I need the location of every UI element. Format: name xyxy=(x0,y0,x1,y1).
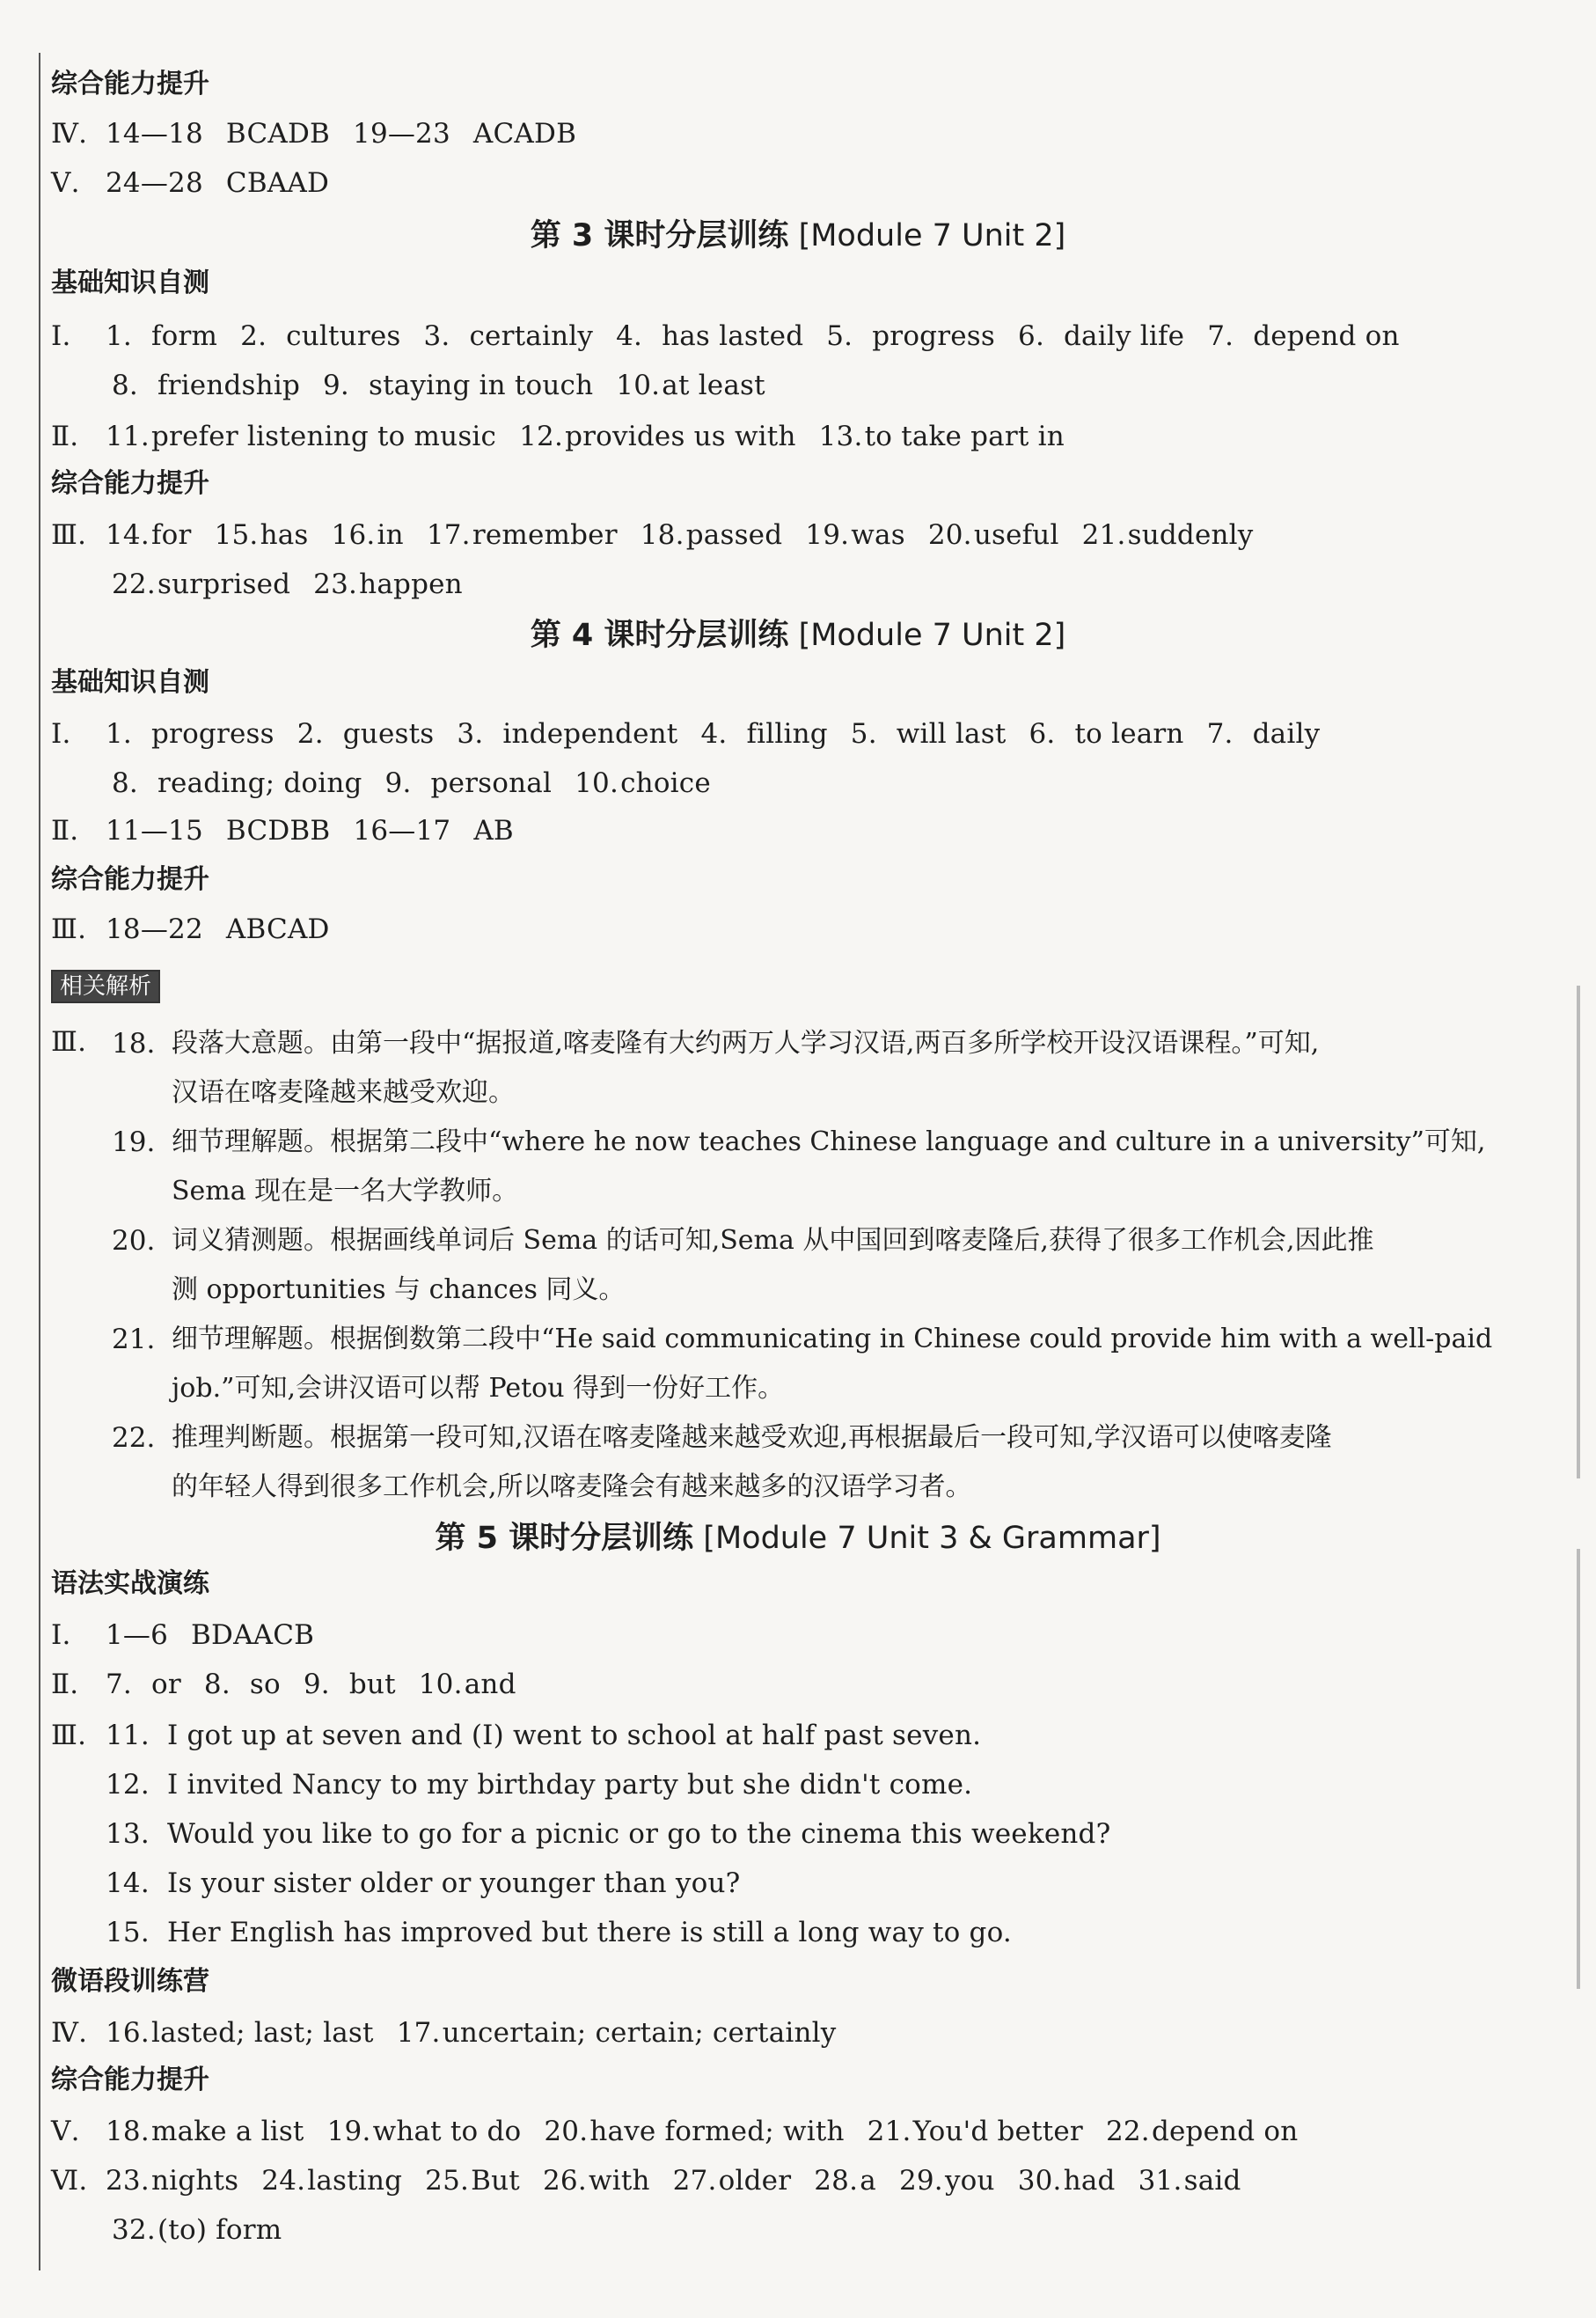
analysis-text: 的年轻人得到很多工作机会,所以喀麦隆会有越来越多的汉语学习者。 xyxy=(172,1471,972,1502)
item-number: 22. xyxy=(112,1422,156,1454)
roman-numeral: Ⅰ. xyxy=(51,1619,71,1651)
analysis-item xyxy=(112,1413,1543,1502)
roman-numeral: Ⅱ. xyxy=(51,815,79,847)
item-answer: for xyxy=(151,519,192,551)
item-answer: But xyxy=(471,2165,520,2197)
item-answer: have formed; with xyxy=(589,2116,845,2147)
item-answer: prefer listening to music xyxy=(151,421,497,452)
item-answer: lasting xyxy=(307,2165,403,2197)
item-number: 2. xyxy=(297,718,324,750)
item-answer: independent xyxy=(502,718,678,750)
range: 14—18 xyxy=(106,118,203,150)
item-answer: surprised xyxy=(157,568,291,600)
answers: BCADB xyxy=(225,118,331,150)
item-answer: lasted; last; last xyxy=(151,2017,374,2049)
answers: ABCAD xyxy=(225,913,330,945)
title-cn: 第 5 课时分层训练 xyxy=(435,1521,694,1556)
item-number: 21. xyxy=(867,2116,911,2147)
item-number: 25. xyxy=(425,2165,470,2197)
item-answer: staying in touch xyxy=(369,370,594,401)
item-answer: daily life xyxy=(1064,320,1185,352)
heading-micro: 微语段训练营 xyxy=(51,1966,209,1997)
answer-line-v xyxy=(51,2109,1543,2154)
item-answer: said xyxy=(1183,2165,1241,2197)
item-number: 19. xyxy=(112,1126,156,1158)
item-number: 5. xyxy=(850,718,877,750)
analysis-text: 词义猜测题。根据画线单词后 Sema 的话可知,Sema 从中国回到喀麦隆后,获得了很多工作机会,因此推 xyxy=(172,1225,1374,1256)
roman-numeral: Ⅲ. xyxy=(51,519,87,551)
item-answer: what to do xyxy=(372,2116,522,2147)
item-number: 24. xyxy=(261,2165,306,2197)
title-en: [Module 7 Unit 2] xyxy=(798,618,1066,653)
title-cn: 第 4 课时分层训练 xyxy=(530,618,789,653)
title-en: [Module 7 Unit 3 & Grammar] xyxy=(703,1521,1161,1556)
roman-numeral: Ⅵ. xyxy=(51,2165,88,2197)
item-answer: guests xyxy=(342,718,435,750)
item-answer: daily xyxy=(1252,718,1321,750)
item-answer: progress xyxy=(151,718,275,750)
sentence-item xyxy=(106,1860,1543,1906)
item-number: 9. xyxy=(303,1669,330,1700)
item-number: 22. xyxy=(112,568,156,600)
item-number: 4. xyxy=(616,320,643,352)
sentence-text: Her English has improved but there is still a long way to go. xyxy=(167,1917,1012,1948)
item-number: 20. xyxy=(544,2116,589,2147)
item-answer: will last xyxy=(896,718,1007,750)
title-en: [Module 7 Unit 2] xyxy=(798,218,1066,253)
heading-basic: 基础知识自测 xyxy=(51,268,209,298)
roman-numeral: Ⅱ. xyxy=(51,1669,79,1700)
item-answer: form xyxy=(151,320,218,352)
answer-line-iv xyxy=(51,111,1543,157)
item-answer: older xyxy=(718,2165,792,2197)
sentence-item xyxy=(106,1713,1543,1758)
item-number: 26. xyxy=(542,2165,587,2197)
item-number: 13. xyxy=(106,1818,150,1850)
item-number: 7. xyxy=(1206,718,1234,750)
range: 18—22 xyxy=(106,913,203,945)
analysis-text: 细节理解题。根据第二段中“where he now teaches Chinese language and culture in a university”可知, xyxy=(172,1126,1486,1157)
item-number: 1. xyxy=(106,320,132,352)
item-number: 8. xyxy=(203,1669,231,1700)
item-number: 14. xyxy=(106,519,150,551)
heading-comprehensive: 综合能力提升 xyxy=(51,69,209,99)
page-edge-shadow xyxy=(1577,1549,1580,1989)
item-answer: make a list xyxy=(151,2116,304,2147)
analysis-item xyxy=(112,1216,1543,1305)
item-number: 4. xyxy=(700,718,728,750)
answer-line-i xyxy=(51,313,1543,359)
item-number: 16. xyxy=(106,2017,150,2049)
sentence-item xyxy=(106,1811,1543,1857)
item-answer: has lasted xyxy=(662,320,804,352)
item-number: 3. xyxy=(457,718,484,750)
item-answer: personal xyxy=(430,767,553,799)
item-answer: You'd better xyxy=(912,2116,1083,2147)
item-number: 17. xyxy=(396,2017,441,2049)
item-answer: (to) form xyxy=(157,2214,282,2246)
section-title-3 xyxy=(0,211,1596,260)
item-answer: depend on xyxy=(1253,320,1400,352)
item-number: 3. xyxy=(423,320,450,352)
item-number: 11. xyxy=(106,421,150,452)
item-answer: happen xyxy=(359,568,463,600)
roman-numeral: Ⅳ. xyxy=(51,118,88,150)
answers: ACADB xyxy=(472,118,577,150)
answers: BDAACB xyxy=(191,1619,315,1651)
item-number: 7. xyxy=(106,1669,132,1700)
item-number: 1. xyxy=(106,718,132,750)
item-answer: but xyxy=(348,1669,396,1700)
range: 16—17 xyxy=(353,815,451,847)
item-answer: uncertain; certain; certainly xyxy=(442,2017,837,2049)
roman-numeral: Ⅱ. xyxy=(51,421,79,452)
sentence-item xyxy=(106,1910,1543,1955)
item-number: 19. xyxy=(805,519,850,551)
answer-line-i xyxy=(51,1612,1543,1658)
item-number: 10. xyxy=(575,767,619,799)
answers: AB xyxy=(473,815,514,847)
item-answer: had xyxy=(1063,2165,1116,2197)
answer-line-ii xyxy=(51,414,1543,459)
answers: BCDBB xyxy=(225,815,331,847)
item-number: 19. xyxy=(326,2116,371,2147)
item-answer: cultures xyxy=(286,320,401,352)
item-answer: so xyxy=(249,1669,281,1700)
item-number: 12. xyxy=(519,421,564,452)
item-answer: to learn xyxy=(1074,718,1184,750)
heading-basic: 基础知识自测 xyxy=(51,667,209,698)
item-answer: or xyxy=(151,1669,181,1700)
heading-comprehensive: 综合能力提升 xyxy=(51,864,209,895)
sentence-text: I got up at seven and (I) went to school at half past seven. xyxy=(167,1720,982,1751)
answer-line-i xyxy=(51,711,1543,757)
item-number: 5. xyxy=(826,320,853,352)
item-number: 18. xyxy=(640,519,685,551)
item-number: 9. xyxy=(323,370,349,401)
item-number: 8. xyxy=(112,767,138,799)
item-answer: remember xyxy=(472,519,618,551)
item-number: 6. xyxy=(1029,718,1056,750)
item-answer: friendship xyxy=(157,370,300,401)
heading-comprehensive: 综合能力提升 xyxy=(51,468,209,499)
item-number: 8. xyxy=(112,370,138,401)
answer-line-vi-cont xyxy=(112,2207,1543,2253)
answer-line-iii-cont xyxy=(112,561,1543,607)
item-answer: you xyxy=(944,2165,995,2197)
answer-line-i-cont xyxy=(112,760,1543,806)
item-number: 29. xyxy=(898,2165,943,2197)
item-answer: in xyxy=(377,519,404,551)
analysis-tag: 相关解析 xyxy=(51,970,160,1003)
item-answer: provides us with xyxy=(565,421,796,452)
item-number: 22. xyxy=(1105,2116,1150,2147)
analysis-text: 汉语在喀麦隆越来越受欢迎。 xyxy=(172,1077,515,1108)
item-answer: nights xyxy=(151,2165,239,2197)
roman-numeral: Ⅲ. xyxy=(51,913,87,945)
answer-line-v xyxy=(51,160,1543,206)
item-number: 15. xyxy=(106,1917,150,1948)
answer-line-ii xyxy=(51,808,1543,854)
item-number: 23. xyxy=(106,2165,150,2197)
item-number: 31. xyxy=(1138,2165,1182,2197)
item-number: 27. xyxy=(672,2165,717,2197)
item-number: 18. xyxy=(106,2116,150,2147)
answer-line-iii xyxy=(51,906,1543,952)
item-number: 23. xyxy=(313,568,358,600)
roman-numeral: Ⅲ. xyxy=(51,1720,87,1751)
item-number: 11. xyxy=(106,1720,150,1751)
sentence-text: Would you like to go for a picnic or go to the cinema this weekend? xyxy=(167,1818,1111,1850)
analysis-text: 推理判断题。根据第一段可知,汉语在喀麦隆越来越受欢迎,再根据最后一段可知,学汉语可以使喀麦隆 xyxy=(172,1422,1332,1453)
item-answer: choice xyxy=(620,767,711,799)
roman-numeral: Ⅴ. xyxy=(51,167,80,199)
item-answer: was xyxy=(851,519,905,551)
roman-numeral: Ⅰ. xyxy=(51,320,71,352)
answer-line-vi xyxy=(51,2158,1543,2204)
item-answer: depend on xyxy=(1151,2116,1299,2147)
item-number: 9. xyxy=(384,767,412,799)
answer-line-iv xyxy=(51,2010,1543,2056)
roman-numeral: Ⅴ. xyxy=(51,2116,80,2147)
analysis-item xyxy=(112,1315,1543,1404)
item-answer: progress xyxy=(872,320,996,352)
roman-numeral: Ⅰ. xyxy=(51,718,71,750)
item-answer: passed xyxy=(685,519,783,551)
heading-comprehensive: 综合能力提升 xyxy=(51,2065,209,2095)
item-number: 10. xyxy=(418,1669,463,1700)
range: 19—23 xyxy=(353,118,450,150)
analysis-text: 段落大意题。由第一段中“据报道,喀麦隆有大约两万人学习汉语,两百多所学校开设汉语课程。”可知, xyxy=(172,1028,1320,1059)
item-answer: with xyxy=(588,2165,650,2197)
page-edge-shadow xyxy=(1577,986,1580,1478)
item-answer: and xyxy=(464,1669,516,1700)
item-number: 14. xyxy=(106,1867,150,1899)
analysis-item xyxy=(112,1118,1543,1207)
section-title-4 xyxy=(0,611,1596,660)
section-title-5 xyxy=(0,1514,1596,1563)
item-number: 17. xyxy=(426,519,471,551)
item-number: 21. xyxy=(112,1324,156,1355)
item-number: 21. xyxy=(1081,519,1126,551)
item-answer: a xyxy=(860,2165,876,2197)
sentence-item xyxy=(106,1762,1543,1808)
analysis-text: 细节理解题。根据倒数第二段中“He said communicating in Chinese could provide him with a well-paid xyxy=(172,1324,1493,1354)
title-cn: 第 3 课时分层训练 xyxy=(530,218,789,253)
range: 11—15 xyxy=(106,815,203,847)
heading-grammar: 语法实战演练 xyxy=(51,1568,209,1599)
item-number: 15. xyxy=(214,519,259,551)
roman-numeral: Ⅳ. xyxy=(51,2017,88,2049)
analysis-text: Sema 现在是一名大学教师。 xyxy=(172,1176,519,1207)
sentence-text: Is your sister older or younger than you? xyxy=(167,1867,741,1899)
item-answer: reading; doing xyxy=(157,767,362,799)
item-answer: certainly xyxy=(469,320,594,352)
range: 24—28 xyxy=(106,167,203,199)
item-number: 16. xyxy=(331,519,376,551)
item-number: 30. xyxy=(1017,2165,1062,2197)
item-number: 28. xyxy=(814,2165,859,2197)
item-answer: has xyxy=(260,519,309,551)
item-number: 32. xyxy=(112,2214,156,2246)
analysis-text: job.”可知,会讲汉语可以帮 Petou 得到一份好工作。 xyxy=(172,1373,785,1404)
item-number: 12. xyxy=(106,1769,150,1801)
roman-numeral: Ⅲ. xyxy=(51,1026,87,1058)
item-number: 20. xyxy=(112,1225,156,1257)
analysis-item xyxy=(112,1019,1543,1108)
item-number: 2. xyxy=(240,320,267,352)
answer-line-iii xyxy=(51,512,1543,558)
item-answer: filling xyxy=(746,718,828,750)
sentence-text: I invited Nancy to my birthday party but she didn't come. xyxy=(167,1769,973,1801)
item-number: 13. xyxy=(818,421,863,452)
analysis-text: 测 opportunities 与 chances 同义。 xyxy=(172,1274,626,1305)
left-margin-rule xyxy=(39,53,40,2270)
answer-line-ii xyxy=(51,1661,1543,1707)
answers: CBAAD xyxy=(225,167,330,199)
item-number: 7. xyxy=(1207,320,1234,352)
item-answer: at least xyxy=(662,370,765,401)
answer-line-i-cont xyxy=(112,363,1543,408)
item-number: 6. xyxy=(1018,320,1044,352)
item-number: 10. xyxy=(616,370,661,401)
item-answer: suddenly xyxy=(1127,519,1254,551)
item-answer: useful xyxy=(973,519,1059,551)
item-answer: to take part in xyxy=(864,421,1065,452)
item-number: 20. xyxy=(927,519,972,551)
item-number: 18. xyxy=(112,1028,156,1060)
range: 1—6 xyxy=(106,1619,169,1651)
